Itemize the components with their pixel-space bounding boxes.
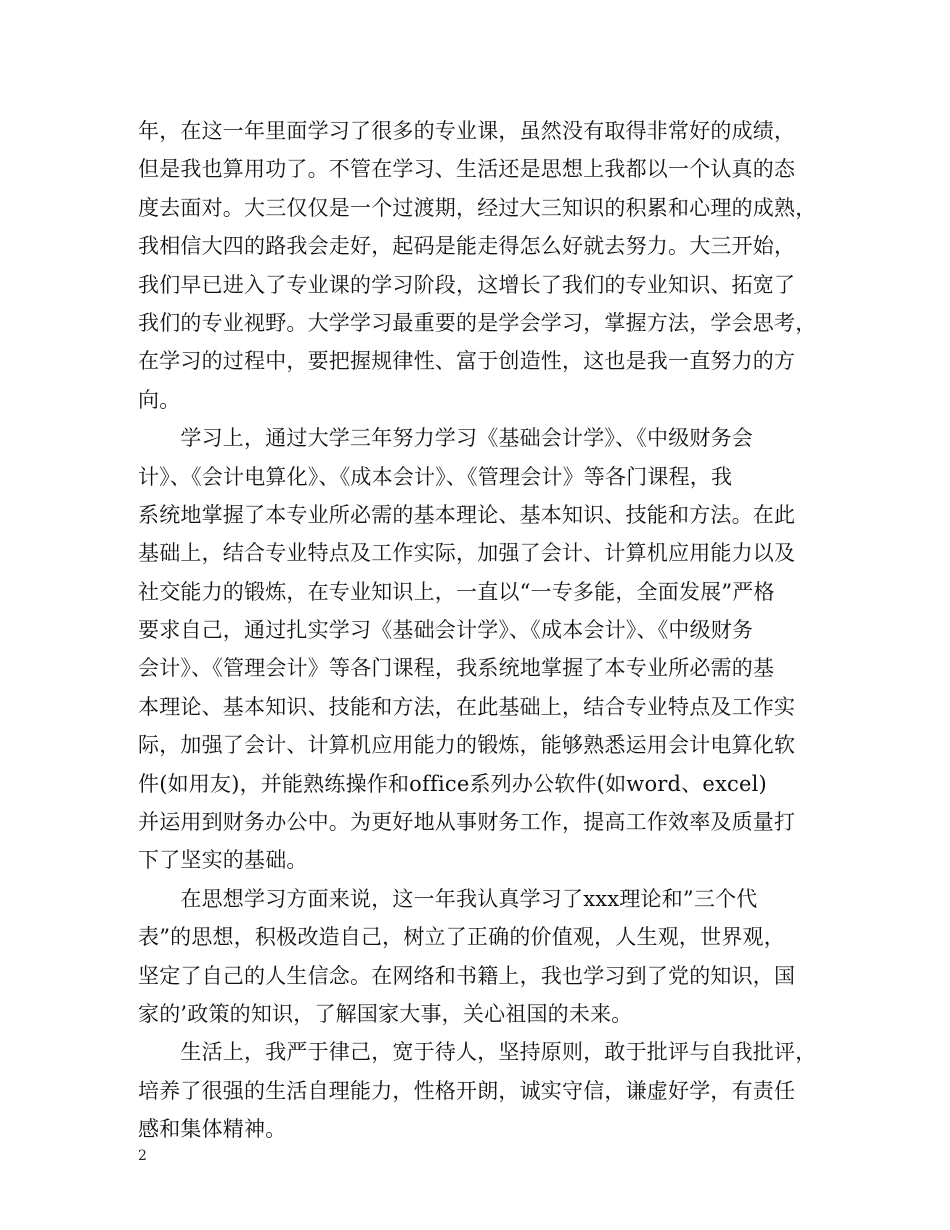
text-line: 并运用到财务办公中。为更好地从事财务工作，提高工作效率及质量打 — [138, 810, 796, 835]
text-line: 我们的专业视野。大学学习最重要的是学会学习，掌握方法，学会思考， — [138, 310, 817, 335]
text-line: 表”的思想，积极改造自己，树立了正确的价值观，人生观，世界观， — [138, 925, 785, 950]
text-line: 学习上，通过大学三年努力学习《基础会计学》、《中级财务会 — [138, 426, 753, 451]
text-line: 会计》、《管理会计》等各门课程，我系统地掌握了本专业所必需的基 — [138, 656, 775, 681]
page-number: 2 — [138, 1148, 147, 1164]
text-line: 在思想学习方面来说，这一年我认真学习了xxx理论和”三个代 — [138, 886, 758, 911]
text-line: 培养了很强的生活自理能力，性格开朗，诚实守信，谦虚好学，有责任 — [138, 1078, 796, 1103]
text-line: 基础上，结合专业特点及工作实际，加强了会计、计算机应用能力以及 — [138, 541, 796, 566]
text-line: 但是我也算用功了。不管在学习、生活还是思想上我都以一个认真的态 — [138, 157, 796, 182]
text-line: 计》、《会计电算化》、《成本会计》、《管理会计》等各门课程，我 — [138, 464, 733, 489]
text-line: 在学习的过程中，要把握规律性、富于创造性，这也是我一直努力的方 — [138, 349, 796, 374]
text-line: 坚定了自己的人生信念。在网络和书籍上，我也学习到了党的知识，国 — [138, 963, 796, 988]
text-line: 本理论、基本知识、技能和方法，在此基础上，结合专业特点及工作实 — [138, 694, 796, 719]
body-text — [138, 112, 828, 1149]
text-line: 系统地掌握了本专业所必需的基本理论、基本知识、技能和方法。在此 — [138, 502, 796, 527]
text-line: 度去面对。大三仅仅是一个过渡期，经过大三知识的积累和心理的成熟， — [138, 195, 817, 220]
text-line: 我相信大四的路我会走好，起码是能走得怎么好就去努力。大三开始， — [138, 234, 796, 259]
text-line: 下了坚实的基础。 — [138, 848, 308, 873]
text-line: 要求自己，通过扎实学习《基础会计学》、《成本会计》、《中级财务 — [138, 618, 754, 643]
text-line: 件(如用友)，并能熟练操作和office系列办公软件(如word、excel) — [138, 771, 767, 796]
text-line: 向。 — [138, 387, 181, 412]
text-line: 感和集体精神。 — [138, 1117, 287, 1142]
text-line: 际，加强了会计、计算机应用能力的锻炼，能够熟悉运用会计电算化软 — [138, 733, 796, 758]
text-line: 我们早已进入了专业课的学习阶段，这增长了我们的专业知识、拓宽了 — [138, 272, 796, 297]
text-line: 社交能力的锻炼，在专业知识上，一直以“一专多能，全面发展”严格 — [138, 579, 775, 604]
text-line: 生活上，我严于律己，宽于待人，坚持原则，敢于批评与自我批评， — [138, 1040, 817, 1065]
text-line: 家的’政策的知识，了解国家大事，关心祖国的未来。 — [138, 1001, 633, 1026]
text-line: 年，在这一年里面学习了很多的专业课，虽然没有取得非常好的成绩， — [138, 119, 796, 143]
